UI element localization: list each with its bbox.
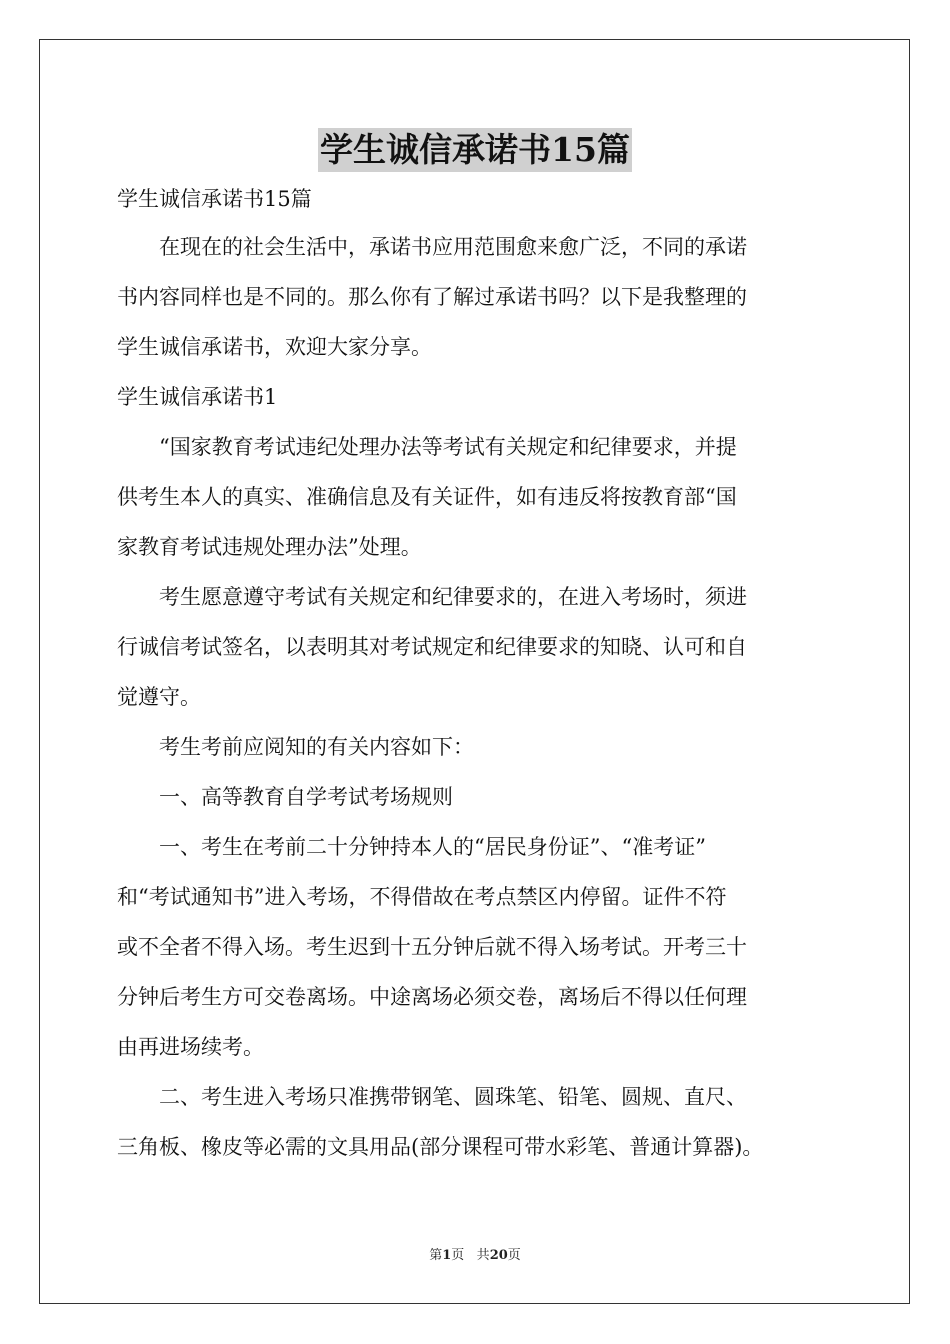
text-line: 供考生本人的真实、准确信息及有关证件，如有违反将按教育部“国 [117, 485, 737, 509]
text-line: 三角板、橡皮等必需的文具用品(部分课程可带水彩笔、普通计算器)。 [117, 1135, 764, 1159]
text-line: 学生诚信承诺书，欢迎大家分享。 [117, 335, 432, 359]
text-line: 一、高等教育自学考试考场规则 [117, 785, 453, 809]
page-border [39, 39, 910, 1304]
page-number: 1 [442, 1248, 452, 1263]
text-line: 家教育考试违规处理办法”处理。 [117, 535, 422, 559]
text-line: 学生诚信承诺书15篇 [117, 187, 312, 211]
text-line: 书内容同样也是不同的。那么你有了解过承诺书吗？以下是我整理的 [117, 285, 747, 309]
total-pages: 20 [489, 1248, 508, 1263]
text-line: 和“考试通知书”进入考场，不得借故在考点禁区内停留。证件不符 [117, 885, 727, 909]
text-line: 由再进场续考。 [117, 1035, 264, 1059]
text-line: 学生诚信承诺书1 [117, 385, 278, 409]
text-line: 二、考生进入考场只准携带钢笔、圆珠笔、铅笔、圆规、直尺、 [117, 1085, 747, 1109]
text-line: “国家教育考试违纪处理办法等考试有关规定和纪律要求，并提 [117, 435, 737, 459]
text-line: 一、考生在考前二十分钟持本人的“居民身份证”、“准考证” [117, 835, 706, 859]
page-suffix: 页 [451, 1248, 465, 1263]
text-line: 在现在的社会生活中，承诺书应用范围愈来愈广泛，不同的承诺 [117, 235, 747, 259]
text-line: 觉遵守。 [117, 685, 201, 709]
total-prefix: 共 [476, 1248, 490, 1263]
text-line: 分钟后考生方可交卷离场。中途离场必须交卷，离场后不得以任何理 [117, 985, 747, 1009]
text-line: 考生考前应阅知的有关内容如下： [117, 735, 474, 759]
title-container [0, 128, 950, 172]
total-suffix: 页 [507, 1248, 521, 1263]
text-line: 考生愿意遵守考试有关规定和纪律要求的，在进入考场时，须进 [117, 585, 747, 609]
page-prefix: 第 [429, 1248, 443, 1263]
text-line: 或不全者不得入场。考生迟到十五分钟后就不得入场考试。开考三十 [117, 935, 747, 959]
document-title: 学生诚信承诺书15篇 [318, 128, 632, 172]
text-line: 行诚信考试签名，以表明其对考试规定和纪律要求的知晓、认可和自 [117, 635, 747, 659]
page-footer [0, 1244, 950, 1263]
